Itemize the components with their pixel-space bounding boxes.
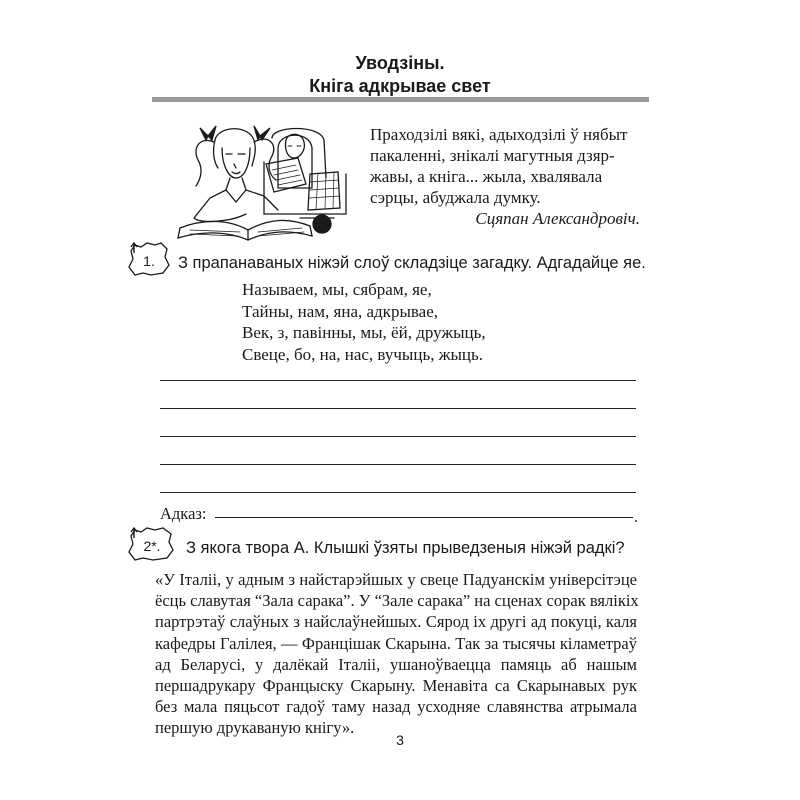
passage-line: ёсць славутая “Зала сарака”. У “Зале сарака” на сценах сорак вялікіх: [155, 591, 639, 611]
task1-number: 1.: [143, 253, 155, 269]
riddle-words: [242, 279, 486, 365]
epigraph-line: пакаленні, знікалі магутныя дзяр-: [370, 146, 615, 165]
page-title-line2: Кніга адкрывае свет: [309, 76, 491, 96]
riddle-line: Называем, мы, сябрам, яе,: [242, 280, 432, 299]
epigraph: [370, 124, 640, 229]
riddle-line: Тайны, нам, яна, адкрывае,: [242, 301, 439, 321]
writing-line[interactable]: [160, 408, 636, 409]
epigraph-author: Сцяпан Александровіч.: [475, 209, 640, 228]
riddle-line: Век, з, павінны, мы, ёй, дружыць,: [242, 323, 486, 342]
passage-line: кафедры Галілея, — Францішак Скарына. Так за тысячы кіламетраў: [155, 633, 637, 653]
task1-prompt: З прапанаваных ніжэй слоў складзіце загадку. Адгадайце яе.: [178, 254, 646, 272]
task2-number: 2*.: [143, 538, 161, 554]
answer-end-dot: .: [634, 509, 638, 526]
quoted-passage: [155, 569, 637, 739]
writing-line[interactable]: [160, 492, 636, 493]
page-number: 3: [396, 732, 404, 748]
epigraph-line: сэрцы, абуджала думку.: [370, 188, 541, 207]
task2-number-badge: [127, 526, 177, 562]
map-badge-icon: [127, 241, 173, 277]
writing-line[interactable]: [160, 380, 636, 381]
passage-line: ад Беларусі, у далёкай Італіі, ушаноўваецца памяць аб нашым: [155, 654, 637, 674]
map-badge-icon: [127, 526, 177, 562]
riddle-line: Свеце, бо, на, нас, вучыць, жыць.: [242, 344, 483, 364]
passage-line: «У Італіі, у адным з найстарэйшых у свеце Падуанскім універсітэце: [155, 570, 637, 589]
title-underline: [152, 97, 649, 102]
answer-line[interactable]: [215, 517, 633, 518]
passage-line: першадрукару Францыску Скарыну. Менавіта са Скарынавых рук: [155, 676, 637, 696]
epigraph-line: жавы, а кніга... жыла, хвалявала: [370, 167, 603, 186]
answer-label: Адказ:: [160, 504, 207, 523]
task1-number-badge: [127, 241, 173, 277]
passage-line: партрэтаў слаўных з найслаўнейшых. Сярод іх другі ад покуці, каля: [155, 612, 637, 632]
page-title-line1: Уводзіны.: [355, 53, 445, 73]
epigraph-line: Праходзілі вякі, адыходзілі ў нябыт: [370, 125, 628, 144]
girls-reading-illustration: [160, 118, 360, 243]
writing-line[interactable]: [160, 436, 636, 437]
passage-line: першую друкаваную кнігу».: [155, 718, 355, 738]
task2-prompt: З якога твора А. Клышкі ўзяты прыведзеныя ніжэй радкі?: [186, 539, 625, 557]
passage-line: без мала пяцьсот гадоў таму назад усходняе славянства атрымала: [155, 697, 637, 717]
writing-line[interactable]: [160, 464, 636, 465]
